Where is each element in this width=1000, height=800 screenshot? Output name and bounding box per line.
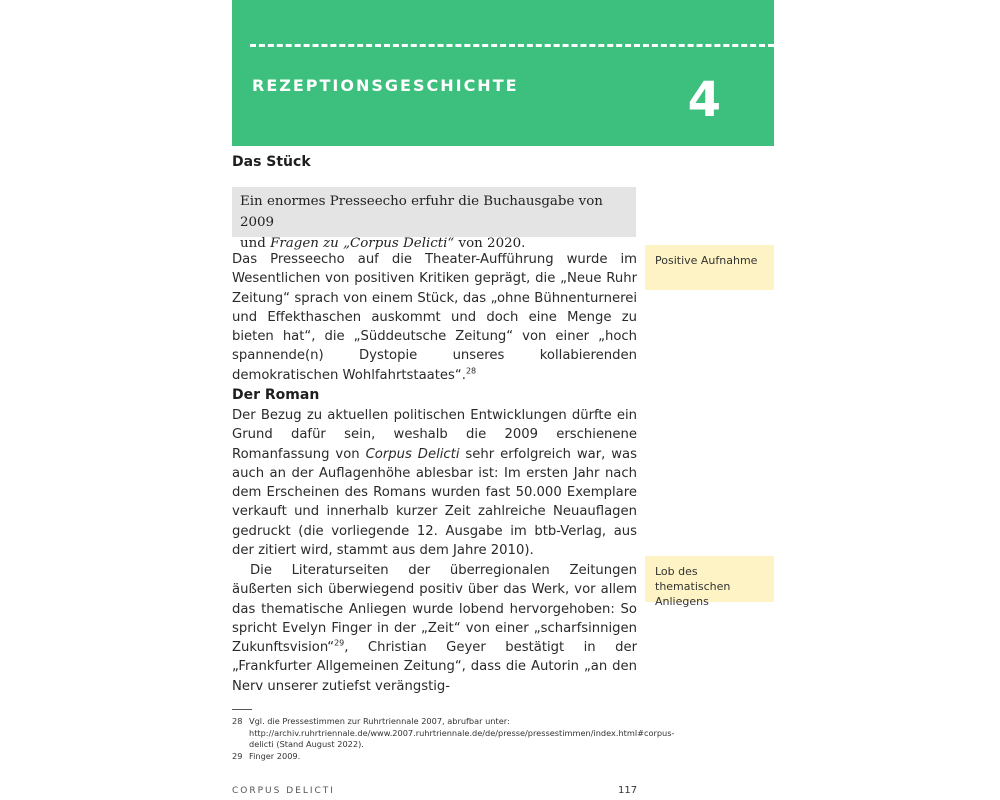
- footnote-rule: [232, 709, 252, 710]
- paragraph-roman-1: [232, 406, 637, 560]
- summary-italic: Fragen zu „Corpus Delicti“: [270, 236, 455, 251]
- footnote-ref-28: 28: [465, 366, 477, 376]
- footnote-ref-29: 29: [334, 638, 345, 648]
- summary-line-1: Ein enormes Presseecho erfuhr die Buchausgabe von 2009: [240, 194, 603, 230]
- footnote-28: [232, 716, 675, 751]
- footnote-29: [232, 751, 637, 763]
- page-number: 117: [618, 785, 638, 796]
- roman-p1-italic: Corpus Delicti: [365, 446, 460, 462]
- roman-p2-a: Die Literaturseiten der überregionalen Zeitungen äußerten sich überwiegend positiv über das Werk, vor allem das thematische Anliegen wurde lobend hervorgehoben: So spricht Evelyn Finger in der „Zeit“ von einer „scharfsinnigen Zukunftsvision“: [232, 563, 637, 656]
- paragraph-stueck: [232, 250, 637, 385]
- summary-box: [232, 187, 636, 251]
- summary-line-2: und: [240, 236, 271, 251]
- summary-line-2-end: von 2020.: [454, 236, 526, 251]
- section-heading-stueck: Das Stück: [232, 154, 311, 170]
- roman-p1-a: Der Bezug zu aktuellen politischen Entwicklungen dürfte ein Grund dafür sein, weshalb die 2009 erschienene Romanfassung von: [232, 408, 637, 462]
- chapter-title: REZEPTIONSGESCHICHTE: [252, 76, 519, 95]
- margin-note-positive-aufnahme: Positive Aufnahme: [645, 245, 774, 290]
- roman-p1-b: sehr erfolgreich war, was auch an der Auflagenhöhe ablesbar ist: Im ersten Jahr nach dem Erscheinen des Romans wurden fast 50.000 Exemplare verkauft und innerhalb kurzer Zeit zahlreiche Neuauflagen gedruckt (die vorliegende 12. Ausgabe im btb-Verlag, aus der zitiert wird, stammt aus dem Jahre 2010).: [232, 446, 638, 559]
- footnote-number: 29: [232, 751, 243, 761]
- section-heading-roman: Der Roman: [232, 387, 320, 403]
- footnote-number: 28: [232, 716, 243, 726]
- roman-p2-b: , Christian Geyer bestätigt in der „Frankfurter Allgemeinen Zeitung“, dass die Autorin „an den Nerv unserer zutiefst verängstig-: [232, 640, 637, 694]
- chapter-header: [232, 0, 774, 146]
- running-footer-title: CORPUS DELICTI: [232, 786, 335, 796]
- footnote-text: Vgl. die Pressestimmen zur Ruhrtriennale 2007, abrufbar unter: http://archiv.ruhrtriennale.de/www.2007.ruhrtriennale.de/de/presse/pressestimmen/index.html#corpus-delicti (Stand August 2022).: [249, 716, 675, 749]
- footnote-text: Finger 2009.: [249, 751, 301, 761]
- chapter-number: 4: [687, 72, 721, 128]
- paragraph-roman-2: [232, 561, 637, 696]
- margin-note-lob: Lob des thematischen Anliegens: [645, 556, 774, 602]
- dashed-divider: [250, 44, 774, 47]
- paragraph-stueck-text: Das Presseecho auf die Theater-Aufführung wurde im Wesentlichen von positiven Kritiken geprägt, die „Neue Ruhr Zeitung“ sprach von einem Stück, das „ohne Bühnenturnerei und Effekthaschen auskommt und doch eine Menge zu bieten hat“, die „Süddeutsche Zeitung“ von einer „hoch spannende(n) Dystopie unseres kollabierenden demokratischen Wohlfahrtstaates“.: [232, 252, 637, 383]
